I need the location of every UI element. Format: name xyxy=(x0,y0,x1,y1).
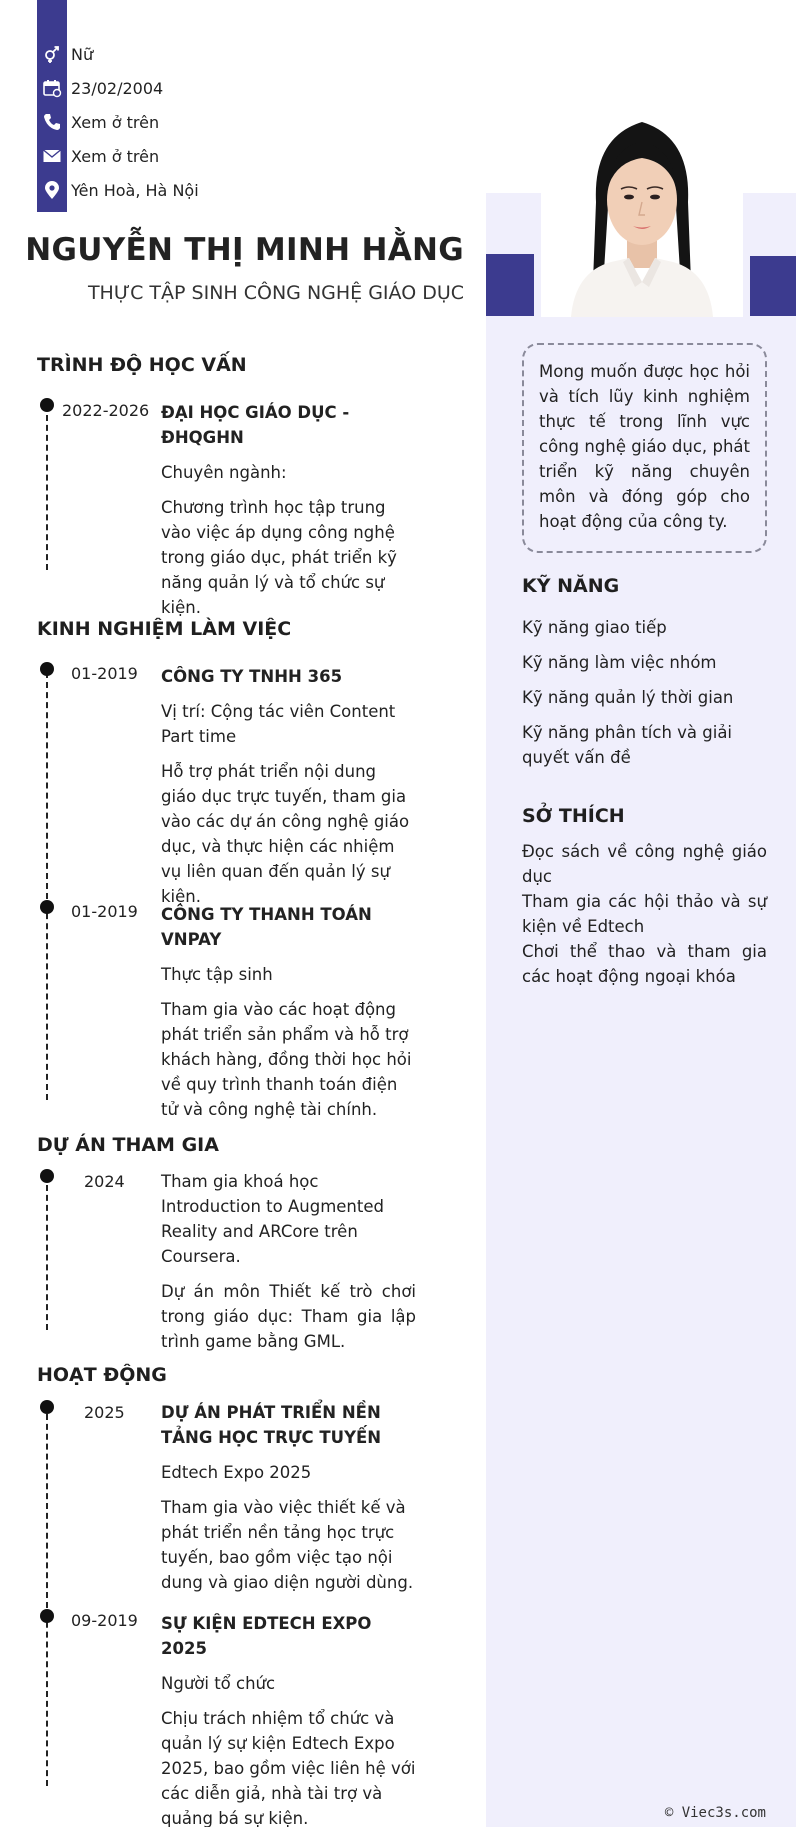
timeline-dot xyxy=(40,900,54,914)
experience-description: Tham gia vào các hoạt động phát triển sản phẩm và hỗ trợ khách hàng, đồng thời học hỏi về quy trình thanh toán điện tử và công nghệ tài chính. xyxy=(161,1000,412,1119)
email-text: Xem ở trên xyxy=(71,146,160,166)
activities-heading: HOẠT ĐỘNG xyxy=(37,1364,167,1386)
timeline-dot xyxy=(40,398,54,412)
project-date: 2024 xyxy=(84,1172,125,1191)
activities-timeline-line xyxy=(46,1414,48,1786)
experience-date: 01-2019 xyxy=(71,664,138,683)
projects-timeline-line xyxy=(46,1185,48,1330)
hobby-item: Đọc sách về công nghệ giáo dục xyxy=(522,842,767,886)
activity-date: 2025 xyxy=(84,1403,125,1422)
project-course: Tham gia khoá học Introduction to Augmented Reality and ARCore trên Coursera. xyxy=(161,1172,384,1266)
experience-date: 01-2019 xyxy=(71,902,138,921)
project-game: Dự án môn Thiết kế trò chơi trong giáo dục: Tham gia lập trình game bằng GML. xyxy=(161,1282,416,1351)
activity-description: Tham gia vào việc thiết kế và phát triển nền tảng học trực tuyến, bao gồm việc tạo nội dung và giao diện người dùng. xyxy=(161,1498,414,1592)
calendar-icon xyxy=(37,71,67,105)
activity-date: 09-2019 xyxy=(71,1611,138,1630)
activity-role: Người tổ chức xyxy=(161,1674,276,1693)
education-timeline-line xyxy=(46,405,48,570)
birthday-text: 23/02/2004 xyxy=(71,78,164,98)
education-date: 2022-2026 xyxy=(62,401,150,420)
activity-name: SỰ KIỆN EDTECH EXPO 2025 xyxy=(161,1614,372,1658)
address-text: Yên Hoà, Hà Nội xyxy=(71,180,199,200)
timeline-dot xyxy=(40,1609,54,1623)
activity-description: Chịu trách nhiệm tổ chức và quản lý sự kiện Edtech Expo 2025, bao gồm việc liên hệ với các diễn giả, nhà tài trợ và quảng bá sự kiện. xyxy=(161,1709,416,1827)
experience-role: Thực tập sinh xyxy=(161,965,273,984)
project-entry xyxy=(161,1169,416,1364)
education-major: Chuyên ngành: xyxy=(161,463,287,482)
education-school: ĐẠI HỌC GIÁO DỤC - ĐHQGHN xyxy=(161,403,350,447)
career-objective: Mong muốn được học hỏi và tích lũy kinh nghiệm thực tế trong lĩnh vực công nghệ giáo dục, phát triển kỹ năng chuyên môn và đóng góp cho hoạt động của công ty. xyxy=(522,343,767,553)
phone-icon xyxy=(37,105,67,139)
activity-entry xyxy=(161,1400,416,1605)
education-description: Chương trình học tập trung vào việc áp dụng công nghệ trong giáo dục, phát triển kỹ năng quản lý và tổ chức sự kiện. xyxy=(161,498,397,617)
timeline-dot xyxy=(40,1400,54,1414)
gender-text: Nữ xyxy=(71,44,94,64)
education-entry xyxy=(161,400,416,630)
activity-role: Edtech Expo 2025 xyxy=(161,1463,312,1482)
skill-item: Kỹ năng phân tích và giải quyết vấn đề xyxy=(522,723,733,767)
footer-credit[interactable]: © Viec3s.com xyxy=(664,1805,766,1821)
location-pin-icon xyxy=(37,173,67,207)
gender-icon xyxy=(37,37,67,71)
contact-email xyxy=(37,139,159,173)
hobbies-list xyxy=(522,839,767,989)
skill-item: Kỹ năng làm việc nhóm xyxy=(522,653,717,672)
profile-photo xyxy=(541,112,743,317)
timeline-dot xyxy=(40,1169,54,1183)
experience-entry xyxy=(161,664,416,919)
hobby-item: Tham gia các hội thảo và sự kiện về Edtech xyxy=(522,892,767,936)
experience-company: CÔNG TY TNHH 365 xyxy=(161,667,343,686)
candidate-title: THỰC TẬP SINH CÔNG NGHỆ GIÁO DỤC xyxy=(87,282,464,304)
mail-icon xyxy=(37,139,67,173)
projects-heading: DỰ ÁN THAM GIA xyxy=(37,1134,219,1156)
hobbies-heading: SỞ THÍCH xyxy=(522,805,625,827)
contact-gender xyxy=(37,37,93,71)
candidate-name: NGUYỄN THỊ MINH HẰNG xyxy=(25,232,464,268)
experience-role: Vị trí: Cộng tác viên Content Part time xyxy=(161,702,396,746)
timeline-dot xyxy=(40,662,54,676)
contact-address xyxy=(37,173,199,207)
activity-name: DỰ ÁN PHÁT TRIỂN NỀN TẢNG HỌC TRỰC TUYẾN xyxy=(161,1403,382,1447)
contact-phone xyxy=(37,105,159,139)
experience-timeline-line xyxy=(46,672,48,1100)
contact-birthday xyxy=(37,71,163,105)
hobby-item: Chơi thể thao và tham gia các hoạt động ngoại khóa xyxy=(522,942,767,986)
experience-description: Hỗ trợ phát triển nội dung giáo dục trực tuyến, tham gia vào các dự án công nghệ giáo dục, và thực hiện các nhiệm vụ liên quan đến quản lý sự kiện. xyxy=(161,762,410,906)
phone-text: Xem ở trên xyxy=(71,112,160,132)
experience-company: CÔNG TY THANH TOÁN VNPAY xyxy=(161,905,372,949)
skill-item: Kỹ năng giao tiếp xyxy=(522,618,667,637)
accent-block-right xyxy=(750,256,796,316)
skill-item: Kỹ năng quản lý thời gian xyxy=(522,688,734,707)
experience-heading: KINH NGHIỆM LÀM VIỆC xyxy=(37,618,292,640)
experience-entry xyxy=(161,902,416,1132)
skills-heading: KỸ NĂNG xyxy=(522,575,620,597)
accent-block-left xyxy=(486,254,534,316)
education-heading: TRÌNH ĐỘ HỌC VẤN xyxy=(37,354,247,376)
activity-entry xyxy=(161,1611,416,1827)
